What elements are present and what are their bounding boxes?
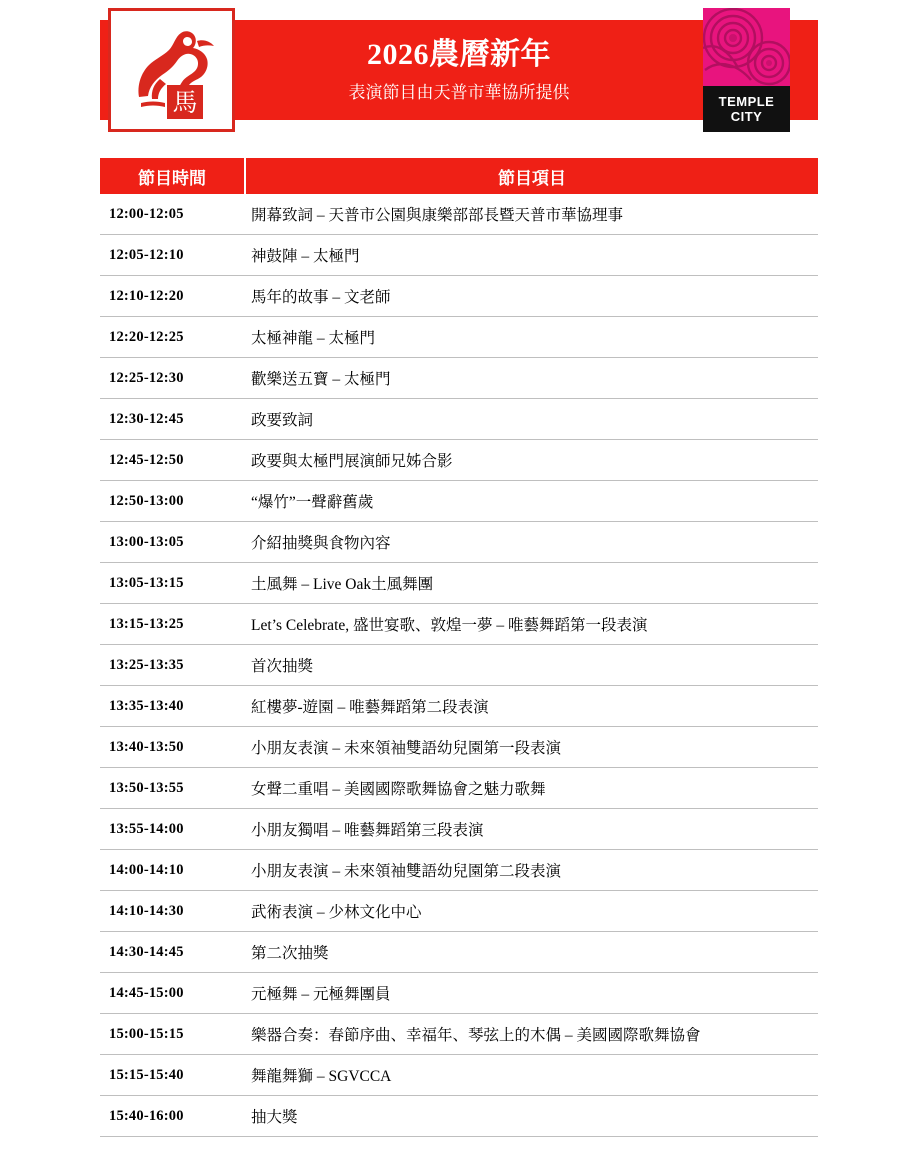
row-item: 太極神龍 – 太極門 xyxy=(245,317,818,358)
row-time: 14:10-14:30 xyxy=(100,891,245,932)
table-body xyxy=(100,194,818,1137)
row-time: 12:45-12:50 xyxy=(100,440,245,481)
table-row xyxy=(100,276,818,317)
row-item: 小朋友表演 – 未來領袖雙語幼兒園第二段表演 xyxy=(245,850,818,891)
row-item: 政要致詞 xyxy=(245,399,818,440)
row-item: 首次抽獎 xyxy=(245,645,818,686)
row-time: 13:05-13:15 xyxy=(100,563,245,604)
row-time: 12:30-12:45 xyxy=(100,399,245,440)
row-time: 15:00-15:15 xyxy=(100,1014,245,1055)
row-item: Let’s Celebrate, 盛世宴歌、敦煌一夢 – 唯藝舞蹈第一段表演 xyxy=(245,604,818,645)
table-row xyxy=(100,850,818,891)
table-header xyxy=(100,158,818,194)
svg-text:馬: 馬 xyxy=(172,90,198,117)
row-item: 第二次抽獎 xyxy=(245,932,818,973)
table-row xyxy=(100,768,818,809)
table-row xyxy=(100,194,818,235)
row-item: 神鼓陣 – 太極門 xyxy=(245,235,818,276)
row-time: 13:35-13:40 xyxy=(100,686,245,727)
row-time: 13:50-13:55 xyxy=(100,768,245,809)
row-item: 紅樓夢-遊園 – 唯藝舞蹈第二段表演 xyxy=(245,686,818,727)
row-time: 13:40-13:50 xyxy=(100,727,245,768)
logo-line-1: TEMPLE xyxy=(718,94,775,109)
row-time: 14:00-14:10 xyxy=(100,850,245,891)
row-item: 抽大獎 xyxy=(245,1096,818,1137)
logo-line-2: CITY xyxy=(730,109,763,124)
row-time: 12:05-12:10 xyxy=(100,235,245,276)
table-row xyxy=(100,1055,818,1096)
row-item: 舞龍舞獅 – SGVCCA xyxy=(245,1055,818,1096)
row-time: 12:50-13:00 xyxy=(100,481,245,522)
row-item: 介紹抽獎與食物內容 xyxy=(245,522,818,563)
row-item: 樂器合奏：春節序曲、幸福年、琴弦上的木偶 – 美國國際歌舞協會 xyxy=(245,1014,818,1055)
row-time: 13:25-13:35 xyxy=(100,645,245,686)
table-row xyxy=(100,235,818,276)
table-row xyxy=(100,645,818,686)
table-header-row xyxy=(100,158,818,194)
row-item: 歡樂送五寶 – 太極門 xyxy=(245,358,818,399)
table-row xyxy=(100,809,818,850)
row-time: 12:00-12:05 xyxy=(100,194,245,235)
table-row xyxy=(100,727,818,768)
row-item: 馬年的故事 – 文老師 xyxy=(245,276,818,317)
row-time: 14:30-14:45 xyxy=(100,932,245,973)
table-row xyxy=(100,399,818,440)
row-item: 武術表演 – 少林文化中心 xyxy=(245,891,818,932)
table-row xyxy=(100,522,818,563)
row-time: 12:10-12:20 xyxy=(100,276,245,317)
table-row xyxy=(100,891,818,932)
row-item: 開幕致詞 – 天普市公園與康樂部部長暨天普市華協理事 xyxy=(245,194,818,235)
row-item: 政要與太極門展演師兄姊合影 xyxy=(245,440,818,481)
temple-city-logo-label xyxy=(703,86,790,132)
row-item: 女聲二重唱 – 美國國際歌舞協會之魅力歌舞 xyxy=(245,768,818,809)
table-row xyxy=(100,563,818,604)
row-item: “爆竹”一聲辭舊歲 xyxy=(245,481,818,522)
row-time: 13:55-14:00 xyxy=(100,809,245,850)
row-time: 13:15-13:25 xyxy=(100,604,245,645)
row-time: 14:45-15:00 xyxy=(100,973,245,1014)
row-time: 12:20-12:25 xyxy=(100,317,245,358)
floral-circle-graphic-icon xyxy=(703,8,790,86)
row-time: 13:00-13:05 xyxy=(100,522,245,563)
table-row xyxy=(100,1096,818,1137)
table-row xyxy=(100,358,818,399)
table-row xyxy=(100,604,818,645)
row-item: 小朋友表演 – 未來領袖雙語幼兒園第一段表演 xyxy=(245,727,818,768)
table-row xyxy=(100,973,818,1014)
table-row xyxy=(100,440,818,481)
temple-city-logo xyxy=(703,8,790,132)
row-time: 12:25-12:30 xyxy=(100,358,245,399)
row-item: 元極舞 – 元極舞團員 xyxy=(245,973,818,1014)
column-header-item: 節目項目 xyxy=(245,158,818,194)
table-row xyxy=(100,481,818,522)
horse-paper-cut-seal-icon xyxy=(108,8,235,132)
column-header-time: 節目時間 xyxy=(100,158,245,194)
table-row xyxy=(100,686,818,727)
row-item: 土風舞 – Live Oak土風舞團 xyxy=(245,563,818,604)
row-item: 小朋友獨唱 – 唯藝舞蹈第三段表演 xyxy=(245,809,818,850)
page-subtitle: 表演節目由天普市華協所提供 xyxy=(348,82,570,102)
table-row xyxy=(100,317,818,358)
table-row xyxy=(100,1014,818,1055)
page-header xyxy=(100,8,818,132)
row-time: 15:15-15:40 xyxy=(100,1055,245,1096)
program-schedule-table xyxy=(100,158,818,1137)
row-time: 15:40-16:00 xyxy=(100,1096,245,1137)
page-title: 2026農曆新年 xyxy=(367,38,551,72)
table-row xyxy=(100,932,818,973)
